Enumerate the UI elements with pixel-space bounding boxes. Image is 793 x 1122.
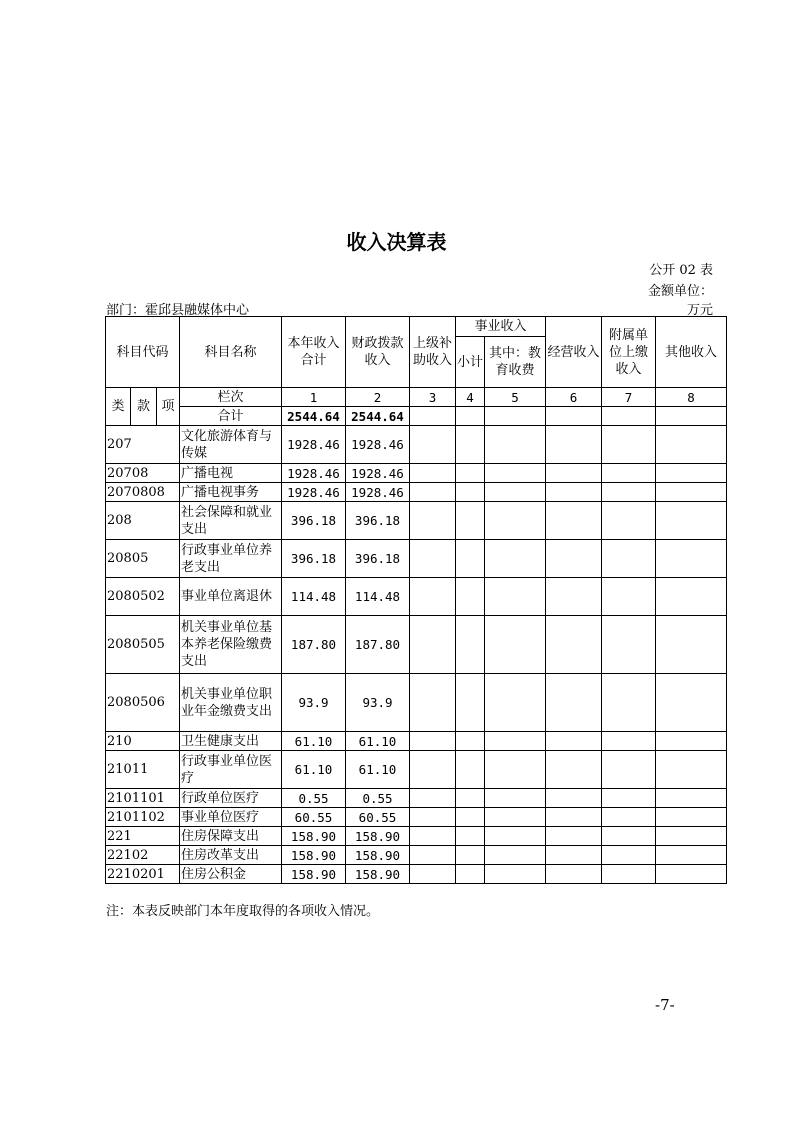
empty-cell (485, 846, 546, 865)
col-number: 3 (410, 388, 456, 407)
empty-cell (456, 483, 485, 502)
table-row (106, 483, 727, 502)
fiscal-cell: 61.10 (346, 751, 410, 789)
header-subject-code: 科目代码 (106, 317, 180, 388)
empty-cell (456, 674, 485, 732)
empty-cell (602, 578, 656, 616)
subject-code: 2101102 (106, 808, 180, 827)
subject-code: 208 (106, 502, 180, 540)
empty-cell (410, 426, 456, 464)
empty-cell (546, 616, 602, 674)
empty-cell (456, 751, 485, 789)
empty-cell (485, 789, 546, 808)
empty-cell (656, 827, 727, 846)
empty-cell (546, 808, 602, 827)
subject-code: 221 (106, 827, 180, 846)
empty-cell (485, 540, 546, 578)
subject-name: 事业单位离退休 (180, 578, 282, 616)
table-row (106, 540, 727, 578)
subject-name: 卫生健康支出 (180, 732, 282, 751)
table-row (106, 616, 727, 674)
empty-cell (602, 674, 656, 732)
subject-name: 行政单位医疗 (180, 789, 282, 808)
header-total-income: 本年收入合计 (282, 317, 346, 388)
empty-cell (485, 578, 546, 616)
empty-cell (410, 502, 456, 540)
empty-cell (410, 674, 456, 732)
table-row (106, 865, 727, 884)
table-row (106, 502, 727, 540)
empty-cell (602, 865, 656, 884)
table-body (106, 426, 727, 884)
total-income-cell: 396.18 (282, 540, 346, 578)
empty-cell (410, 751, 456, 789)
subject-code: 207 (106, 426, 180, 464)
empty-cell (485, 865, 546, 884)
table-row (106, 827, 727, 846)
subject-name: 广播电视 (180, 464, 282, 483)
empty-cell (456, 464, 485, 483)
amount-unit-value: 万元 (686, 303, 713, 318)
empty-cell (546, 865, 602, 884)
total-income-cell: 158.90 (282, 846, 346, 865)
empty-cell (546, 426, 602, 464)
fiscal-cell: 396.18 (346, 540, 410, 578)
fiscal-cell: 1928.46 (346, 464, 410, 483)
empty-cell (602, 751, 656, 789)
table-row (106, 808, 727, 827)
subject-name: 住房公积金 (180, 865, 282, 884)
empty-cell (410, 846, 456, 865)
header-subject-name: 科目名称 (180, 317, 282, 388)
empty-cell (485, 426, 546, 464)
income-table (105, 316, 727, 884)
empty-cell (656, 808, 727, 827)
empty-cell (546, 540, 602, 578)
subject-name: 广播电视事务 (180, 483, 282, 502)
empty-cell (546, 827, 602, 846)
total-income-cell: 60.55 (282, 808, 346, 827)
empty-cell (410, 464, 456, 483)
table-row (106, 789, 727, 808)
empty-cell (485, 827, 546, 846)
subject-name: 住房保障支出 (180, 827, 282, 846)
col-number: 7 (602, 388, 656, 407)
subject-code: 20708 (106, 464, 180, 483)
empty-cell (602, 732, 656, 751)
subject-name: 行政事业单位养老支出 (180, 540, 282, 578)
empty-cell (546, 483, 602, 502)
subject-name: 社会保障和就业支出 (180, 502, 282, 540)
empty-cell (456, 426, 485, 464)
subject-code: 2101101 (106, 789, 180, 808)
subject-name: 机关事业单位基本养老保险缴费支出 (180, 616, 282, 674)
col-number: 1 (282, 388, 346, 407)
empty-cell (456, 827, 485, 846)
table-row (106, 674, 727, 732)
empty-cell (656, 502, 727, 540)
empty-cell (656, 674, 727, 732)
header-lei: 类 (106, 388, 131, 426)
empty-cell (656, 789, 727, 808)
col-number: 8 (656, 388, 727, 407)
total-income-cell: 1928.46 (282, 483, 346, 502)
table-row (106, 426, 727, 464)
empty-cell (485, 616, 546, 674)
table-row (106, 464, 727, 483)
subject-code: 210 (106, 732, 180, 751)
empty-cell (602, 846, 656, 865)
fiscal-cell: 60.55 (346, 808, 410, 827)
empty-cell (410, 540, 456, 578)
fiscal-cell: 158.90 (346, 865, 410, 884)
total-income-cell: 0.55 (282, 789, 346, 808)
empty-cell (546, 464, 602, 483)
table-row (106, 732, 727, 751)
header-kuan: 款 (131, 388, 157, 426)
subject-name: 文化旅游体育与传媒 (180, 426, 282, 464)
empty-cell (656, 483, 727, 502)
fiscal-cell: 93.9 (346, 674, 410, 732)
page-number: -7- (655, 996, 675, 1014)
empty-cell (456, 789, 485, 808)
table-row (106, 846, 727, 865)
total-income-cell: 93.9 (282, 674, 346, 732)
fiscal-cell: 187.80 (346, 616, 410, 674)
empty-cell (410, 865, 456, 884)
empty-cell (485, 751, 546, 789)
total-income-cell: 114.48 (282, 578, 346, 616)
empty-cell (546, 846, 602, 865)
fiscal-cell: 158.90 (346, 827, 410, 846)
empty-cell (602, 540, 656, 578)
total-income-cell: 61.10 (282, 751, 346, 789)
empty-cell (410, 616, 456, 674)
fiscal-cell: 114.48 (346, 578, 410, 616)
fiscal-cell: 158.90 (346, 846, 410, 865)
header-fiscal: 财政拨款收入 (346, 317, 410, 388)
empty-cell (546, 751, 602, 789)
empty-cell (456, 502, 485, 540)
empty-cell (656, 578, 727, 616)
department-label: 部门：霍邱县融媒体中心 (106, 303, 250, 318)
subject-code: 2210201 (106, 865, 180, 884)
empty-cell (456, 865, 485, 884)
empty-cell (485, 808, 546, 827)
fiscal-cell: 1928.46 (346, 483, 410, 502)
empty-cell (546, 578, 602, 616)
empty-cell (410, 578, 456, 616)
fiscal-cell: 61.10 (346, 732, 410, 751)
empty-cell (656, 751, 727, 789)
empty-cell (602, 789, 656, 808)
empty-cell (602, 827, 656, 846)
empty-cell (602, 483, 656, 502)
subject-name: 事业单位医疗 (180, 808, 282, 827)
empty-cell (602, 464, 656, 483)
empty-cell (546, 732, 602, 751)
header-operating: 经营收入 (546, 317, 602, 388)
header-affiliated: 附属单位上缴收入 (602, 317, 656, 388)
empty-cell (602, 616, 656, 674)
header-education: 其中：教育收费 (485, 337, 546, 388)
subject-name: 机关事业单位职业年金缴费支出 (180, 674, 282, 732)
total-income-cell: 1928.46 (282, 426, 346, 464)
page-title: 收入决算表 (346, 230, 447, 254)
total-income-cell: 158.90 (282, 827, 346, 846)
empty-cell (410, 808, 456, 827)
subject-name: 住房改革支出 (180, 846, 282, 865)
empty-cell (410, 483, 456, 502)
header-xiang: 项 (157, 388, 180, 426)
empty-cell (656, 464, 727, 483)
total-income-cell: 396.18 (282, 502, 346, 540)
empty-cell (456, 808, 485, 827)
empty-cell (456, 846, 485, 865)
empty-cell (485, 483, 546, 502)
empty-cell (656, 616, 727, 674)
subject-code: 21011 (106, 751, 180, 789)
header-other: 其他收入 (656, 317, 727, 388)
empty-cell (656, 732, 727, 751)
total-income-cell: 187.80 (282, 616, 346, 674)
header-subtotal: 小计 (456, 337, 485, 388)
empty-cell (602, 808, 656, 827)
subject-code: 20805 (106, 540, 180, 578)
empty-cell (546, 674, 602, 732)
col-number: 2 (346, 388, 410, 407)
empty-cell (656, 426, 727, 464)
total-income-cell: 1928.46 (282, 464, 346, 483)
empty-cell (546, 502, 602, 540)
empty-cell (410, 732, 456, 751)
col-number: 4 (456, 388, 485, 407)
subject-code: 2080506 (106, 674, 180, 732)
empty-cell (485, 464, 546, 483)
empty-cell (485, 502, 546, 540)
empty-cell (485, 674, 546, 732)
table-row (106, 751, 727, 789)
table-note: 注：本表反映部门本年度取得的各项收入情况。 (106, 904, 380, 919)
total-income-cell: 61.10 (282, 732, 346, 751)
empty-cell (656, 846, 727, 865)
col-number: 5 (485, 388, 546, 407)
empty-cell (456, 732, 485, 751)
subject-code: 2080505 (106, 616, 180, 674)
amount-unit-label: 金额单位： (647, 284, 713, 299)
header-superior: 上级补助收入 (410, 317, 456, 388)
total-fiscal-value: 2544.64 (346, 407, 410, 426)
empty-cell (485, 732, 546, 751)
subject-name: 行政事业单位医疗 (180, 751, 282, 789)
empty-cell (410, 789, 456, 808)
empty-cell (410, 827, 456, 846)
subject-code: 22102 (106, 846, 180, 865)
empty-cell (656, 865, 727, 884)
total-income-cell: 158.90 (282, 865, 346, 884)
subject-code: 2070808 (106, 483, 180, 502)
empty-cell (602, 426, 656, 464)
fiscal-cell: 396.18 (346, 502, 410, 540)
empty-cell (656, 540, 727, 578)
total-income-value: 2544.64 (282, 407, 346, 426)
empty-cell (546, 789, 602, 808)
col-number: 6 (546, 388, 602, 407)
empty-cell (456, 616, 485, 674)
header-column-no: 栏次 (180, 388, 282, 407)
fiscal-cell: 0.55 (346, 789, 410, 808)
header-business: 事业收入 (456, 317, 546, 337)
empty-cell (602, 502, 656, 540)
table-row (106, 578, 727, 616)
fiscal-cell: 1928.46 (346, 426, 410, 464)
empty-cell (456, 578, 485, 616)
form-number: 公开 02 表 (649, 263, 713, 278)
empty-cell (456, 540, 485, 578)
total-label: 合计 (180, 407, 282, 426)
subject-code: 2080502 (106, 578, 180, 616)
